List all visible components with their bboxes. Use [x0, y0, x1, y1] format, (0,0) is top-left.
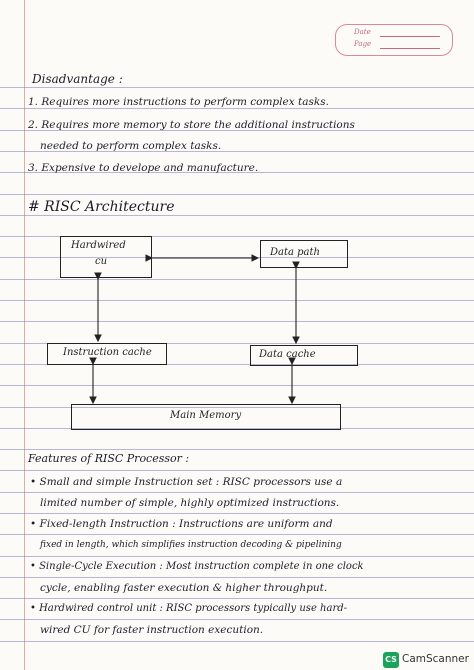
hardwired-cu-box — [60, 236, 152, 278]
feature-line-7: • Hardwired control unit : RISC processors typically use hard- — [30, 603, 348, 614]
instruction-cache-label: Instruction cache — [63, 347, 152, 358]
feature-line-4: fixed in length, which simplifies instruction decoding & pipelining — [40, 540, 342, 550]
risc-architecture-heading: # RISC Architecture — [28, 199, 175, 215]
data-path-label: Data path — [270, 247, 320, 258]
disadvantage-item-2-cont: needed to perform complex tasks. — [40, 140, 222, 152]
disadvantage-item-1: 1. Requires more instructions to perform complex tasks. — [28, 96, 329, 108]
disadvantage-item-2: 2. Requires more memory to store the additional instructions — [28, 119, 355, 131]
hardwired-cu-label-2: cu — [95, 256, 108, 267]
feature-line-3: • Fixed-length Instruction : Instructions are uniform and — [30, 518, 333, 530]
camscanner-logo-icon: CS — [383, 652, 399, 668]
instruction-cache-box — [47, 343, 167, 365]
feature-line-1: • Small and simple Instruction set : RISC processors use a — [30, 476, 343, 488]
stamp-page-label: Page — [354, 40, 372, 48]
disadvantage-heading: Disadvantage : — [32, 72, 123, 86]
feature-line-6: cycle, enabling faster execution & higher throughput. — [40, 582, 328, 594]
main-memory-box — [71, 404, 341, 430]
feature-line-8: wired CU for faster instruction execution. — [40, 624, 264, 636]
data-path-box — [260, 240, 348, 268]
feature-line-5: • Single-Cycle Execution : Most instruction complete in one clock — [30, 561, 364, 572]
stamp-date-label: Date — [354, 28, 371, 36]
main-memory-label: Main Memory — [170, 410, 242, 421]
disadvantage-item-3: 3. Expensive to develope and manufacture. — [28, 162, 259, 174]
features-heading: Features of RISC Processor : — [28, 452, 190, 465]
feature-line-2: limited number of simple, highly optimized instructions. — [40, 497, 340, 509]
camscanner-watermark: CamScanner — [402, 653, 469, 665]
hardwired-cu-label-1: Hardwired — [71, 240, 126, 251]
data-cache-box — [250, 345, 358, 366]
data-cache-label: Data cache — [259, 349, 316, 360]
